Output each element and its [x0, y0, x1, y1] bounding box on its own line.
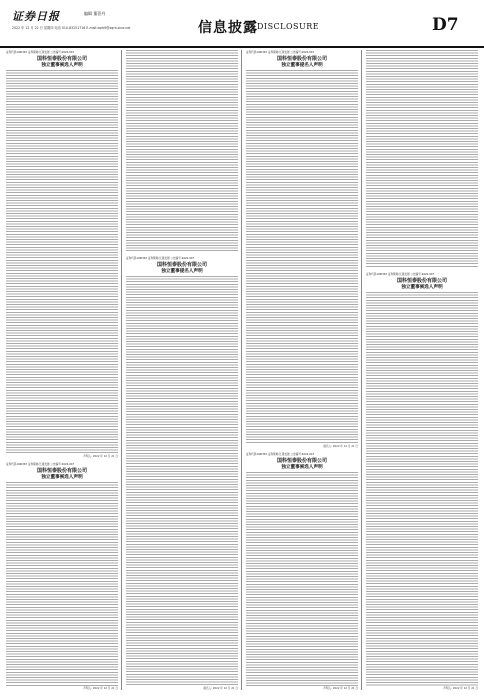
notice-footer: 声明人: 2022 年 12 月 21 日	[83, 455, 118, 458]
notice-body-text	[126, 50, 238, 252]
notice-footer: 声明人: 2022 年 12 月 21 日	[83, 687, 118, 690]
notice-body-text	[366, 50, 478, 268]
notice-block	[126, 256, 238, 690]
notice-body-text	[6, 70, 118, 454]
notice-footer: 声明人: 2022 年 12 月 21 日	[323, 687, 358, 690]
issue-line: 2022 年 12 月 22 日 星期四 电话 010-83251716 E-mail:zqrb9@zqrb.sina.net	[12, 26, 131, 30]
notice-body-text	[366, 292, 478, 686]
notice-header: 证券代码:600367 证券简称:红星发展 公告编号:2022-047	[6, 463, 75, 466]
notice-body-text	[246, 472, 358, 686]
notice-header: 证券代码:600367 证券简称:红星发展 公告编号:2022-047	[246, 453, 315, 456]
notice-block	[246, 50, 358, 448]
masthead	[0, 0, 484, 48]
notice-header: 证券代码:600367 证券简称:红星发展 公告编号:2022-047	[126, 257, 195, 260]
editor-credit: 编辑 董蓓丹	[84, 11, 106, 16]
notice-body-text	[126, 276, 238, 686]
notice-body-text	[246, 70, 358, 444]
notice-title: 独立董事候选人声明	[401, 285, 443, 290]
notice-title: 独立董事候选人声明	[281, 465, 323, 470]
notice-block	[6, 462, 118, 690]
page-number: D7	[432, 15, 459, 35]
section-title-en: DISCLOSURE	[257, 22, 320, 31]
notice-continuation	[366, 50, 478, 268]
column-4	[366, 50, 478, 690]
notice-block	[366, 272, 478, 690]
notice-block	[6, 50, 118, 458]
notice-footer: 提名人: 2022 年 12 月 21 日	[203, 687, 238, 690]
notice-company: 国科恒泰股份有限公司	[36, 56, 87, 62]
column-rule	[361, 50, 362, 690]
notice-header: 证券代码:600367 证券简称:红星发展 公告编号:2022-047	[246, 51, 315, 54]
notice-company: 国科恒泰股份有限公司	[276, 56, 327, 62]
column-rule	[241, 50, 242, 690]
column-1	[6, 50, 118, 690]
notice-block	[246, 452, 358, 690]
newspaper-logo: 证券日报	[12, 10, 60, 23]
notice-footer: 提名人: 2022 年 12 月 21 日	[323, 445, 358, 448]
notice-company: 国科恒泰股份有限公司	[276, 458, 327, 464]
column-rule	[121, 50, 122, 690]
notice-title: 独立董事候选人声明	[41, 63, 83, 68]
notice-company: 国科恒泰股份有限公司	[396, 278, 447, 284]
notice-title: 独立董事提名人声明	[281, 63, 323, 68]
notice-header: 证券代码:600367 证券简称:红星发展 公告编号:2022-047	[366, 273, 435, 276]
notice-header: 证券代码:600367 证券简称:红星发展 公告编号:2022-047	[6, 51, 75, 54]
notice-footer: 声明人: 2022 年 12 月 21 日	[443, 687, 478, 690]
notice-body-text	[6, 482, 118, 686]
section-title: 信息披露	[198, 20, 258, 36]
notice-company: 国科恒泰股份有限公司	[156, 262, 207, 268]
column-2	[126, 50, 238, 690]
notice-title: 独立董事候选人声明	[41, 475, 83, 480]
notice-title: 独立董事提名人声明	[161, 269, 203, 274]
column-3	[246, 50, 358, 690]
notice-continuation	[126, 50, 238, 252]
notice-company: 国科恒泰股份有限公司	[36, 468, 87, 474]
